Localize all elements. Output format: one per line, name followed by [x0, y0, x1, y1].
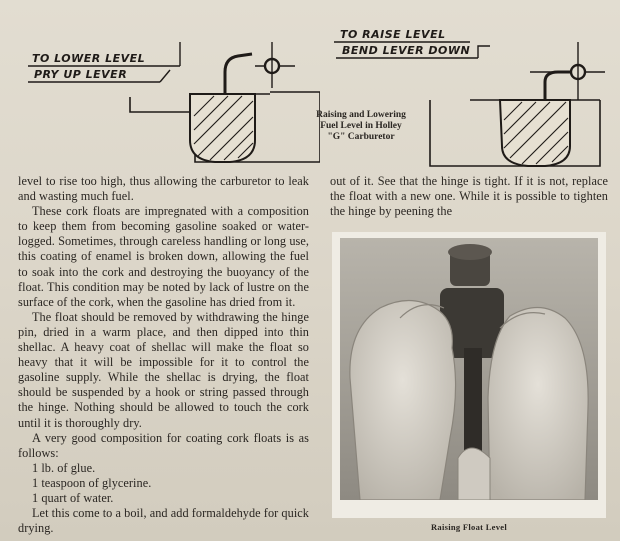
raise-level-label: TO RAISE LEVEL: [340, 28, 446, 41]
photo-frame: [332, 232, 606, 532]
paragraph: These cork floats are impregnated with a composition to keep them from becoming gasoline soaked or water-logged. Sometimes, through careless handling or long use, this coating of enamel is broken down, allowing the fuel to soak into the cork and destroying the buoyancy of the float. This condition may be noted by lack of lustre on the surface of the cork, when the gasoline has dried from it.: [18, 204, 309, 309]
pry-arrow: [160, 70, 170, 82]
lower-level-diagram: [20, 22, 320, 172]
paragraph: level to rise too high, thus allowing the carburetor to leak and wasting much fuel.: [18, 174, 309, 204]
diagram-caption: Raising and Lowering Fuel Level in Holley "G" Carburetor: [316, 110, 406, 142]
lower-level-label: TO LOWER LEVEL: [32, 52, 146, 65]
paragraph: The float should be removed by withdrawing the hinge pin, dried in a warm place, and then dipped into thin shellac. A heavy coat of shellac will make the float so heavy that it will be impossible for it to control the gasoline supply. While the shellac is drying, the float should be suspended by a hook or string passed through the hinge. Nothing should be allowed to touch the cork until it is thoroughly dry.: [18, 309, 309, 430]
cork-float: [190, 94, 255, 162]
right-text-column: [330, 174, 608, 219]
float-lever: [225, 54, 252, 94]
raise-level-diagram: [330, 20, 610, 170]
paragraph: out of it. See that the hinge is tight. If it is not, replace the float with a new one. While it is possible to tighten the hinge by peening the: [330, 174, 608, 219]
pry-up-lever-label: PRY UP LEVER: [34, 68, 128, 81]
paragraph: A very good composition for coating cork floats is as follows:: [18, 430, 309, 460]
float-photo: [340, 238, 598, 500]
left-text-column: [18, 174, 309, 536]
float-lever: [545, 72, 572, 100]
list-item: 1 lb. of glue.: [32, 460, 96, 475]
list-item: 1 quart of water.: [32, 490, 114, 505]
photo-caption: Raising Float Level: [430, 522, 508, 532]
bend-lever-down-label: BEND LEVER DOWN: [342, 44, 471, 57]
paragraph: Let this come to a boil, and add formaldehyde for quick drying.: [18, 506, 309, 536]
list-item: 1 teaspoon of glycerine.: [32, 475, 152, 490]
